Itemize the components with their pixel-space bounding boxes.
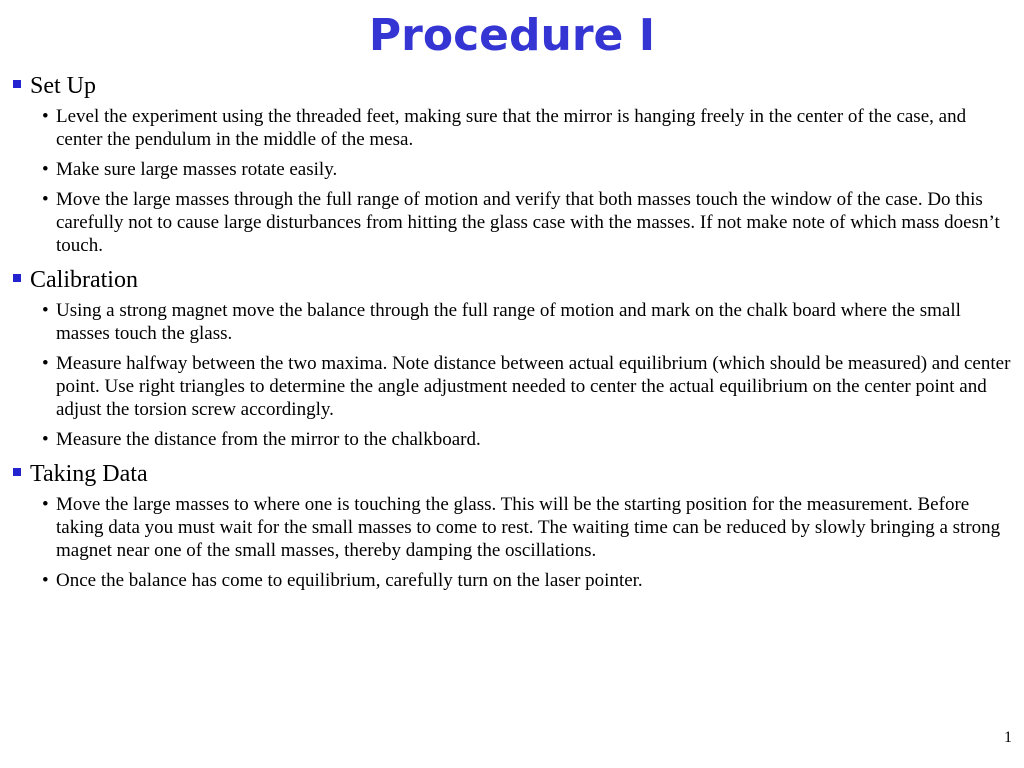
bullet-item	[10, 352, 1016, 421]
bullet-text: Once the balance has come to equilibrium, carefully turn on the laser pointer.	[56, 570, 643, 591]
bullet-item	[10, 569, 1016, 592]
square-bullet-icon	[13, 274, 21, 282]
section-heading-text: Calibration	[30, 267, 138, 293]
bullet-item	[10, 493, 1016, 562]
bullet-text: Move the large masses through the full range of motion and verify that both masses touch the window of the case. Do this carefully not to cause large disturbances from hitting the glass case with the masses. If not make note of which mass doesn’t touch.	[56, 189, 1000, 256]
bullet-text: Measure the distance from the mirror to the chalkboard.	[56, 429, 481, 450]
bullet-text: Make sure large masses rotate easily.	[56, 159, 338, 180]
bullet-item	[10, 158, 1016, 181]
bullet-dot-icon: •	[42, 159, 49, 180]
bullet-dot-icon: •	[42, 300, 49, 321]
section-heading-text: Set Up	[30, 73, 96, 99]
section-heading	[10, 458, 1016, 490]
section-calibration	[10, 264, 1016, 451]
bullet-dot-icon: •	[42, 106, 49, 127]
slide-content	[10, 70, 1016, 599]
slide-title: Procedure I	[368, 10, 656, 61]
square-bullet-icon	[13, 468, 21, 476]
square-bullet-icon	[13, 80, 21, 88]
section-set-up	[10, 70, 1016, 257]
bullet-item	[10, 105, 1016, 151]
page-number: 1	[1004, 729, 1012, 746]
bullet-text: Level the experiment using the threaded feet, making sure that the mirror is hanging freely in the center of the case, and center the pendulum in the middle of the mesa.	[56, 106, 967, 150]
section-taking-data	[10, 458, 1016, 592]
bullet-text: Move the large masses to where one is touching the glass. This will be the starting position for the measurement. Before taking data you must wait for the small masses to come to rest. The waiting time can be reduced by slowly bringing a strong magnet near one of the small masses, thereby damping the oscillations.	[56, 494, 1001, 561]
bullet-list	[10, 105, 1016, 257]
bullet-list	[10, 493, 1016, 592]
bullet-item	[10, 428, 1016, 451]
section-heading	[10, 70, 1016, 102]
bullet-dot-icon: •	[42, 429, 49, 450]
section-heading-text: Taking Data	[30, 461, 148, 487]
bullet-item	[10, 188, 1016, 257]
section-heading	[10, 264, 1016, 296]
bullet-dot-icon: •	[42, 494, 49, 515]
bullet-dot-icon: •	[42, 189, 49, 210]
bullet-dot-icon: •	[42, 353, 49, 374]
bullet-text: Using a strong magnet move the balance through the full range of motion and mark on the chalk board where the small masses touch the glass.	[56, 300, 961, 344]
bullet-text: Measure halfway between the two maxima. Note distance between actual equilibrium (which should be measured) and center point. Use right triangles to determine the angle adjustment needed to center the actual equilibrium on the center point and adjust the torsion screw accordingly.	[56, 353, 1011, 420]
bullet-list	[10, 299, 1016, 451]
bullet-dot-icon: •	[42, 570, 49, 591]
bullet-item	[10, 299, 1016, 345]
